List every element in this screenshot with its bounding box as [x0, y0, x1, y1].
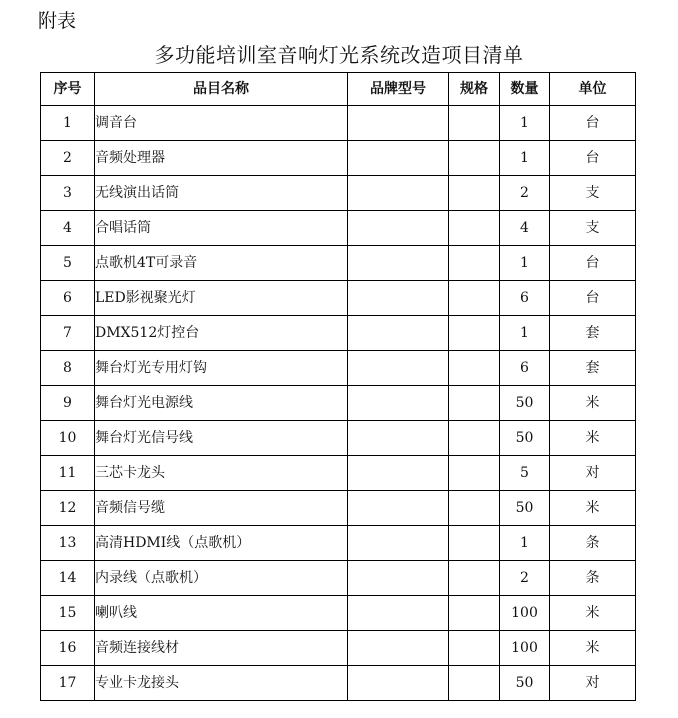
- table-row: [41, 211, 636, 246]
- cell-item-name: 合唱话筒: [95, 211, 348, 246]
- table-row: [41, 456, 636, 491]
- table-row: [41, 351, 636, 386]
- cell-seq: 5: [41, 246, 95, 281]
- table-row: [41, 106, 636, 141]
- cell-seq: 9: [41, 386, 95, 421]
- cell-brand-model: [348, 246, 449, 281]
- cell-unit: 条: [550, 526, 636, 561]
- cell-spec: [449, 491, 500, 526]
- cell-unit: 对: [550, 666, 636, 701]
- cell-quantity: 50: [500, 421, 550, 456]
- cell-seq: 11: [41, 456, 95, 491]
- cell-seq: 17: [41, 666, 95, 701]
- table-row: [41, 561, 636, 596]
- cell-spec: [449, 176, 500, 211]
- cell-brand-model: [348, 281, 449, 316]
- cell-brand-model: [348, 106, 449, 141]
- cell-spec: [449, 281, 500, 316]
- cell-quantity: 5: [500, 456, 550, 491]
- cell-spec: [449, 596, 500, 631]
- cell-unit: 台: [550, 106, 636, 141]
- cell-item-name: 点歌机4T可录音: [95, 246, 348, 281]
- table-row: [41, 421, 636, 456]
- table-row: [41, 491, 636, 526]
- cell-brand-model: [348, 211, 449, 246]
- cell-unit: 米: [550, 596, 636, 631]
- cell-unit: 米: [550, 386, 636, 421]
- cell-unit: 台: [550, 281, 636, 316]
- appendix-label: 附表: [38, 10, 77, 32]
- cell-brand-model: [348, 421, 449, 456]
- cell-spec: [449, 106, 500, 141]
- cell-unit: 对: [550, 456, 636, 491]
- header-unit: 单位: [550, 73, 636, 106]
- cell-item-name: DMX512灯控台: [95, 316, 348, 351]
- cell-unit: 套: [550, 316, 636, 351]
- table-row: [41, 666, 636, 701]
- cell-unit: 台: [550, 141, 636, 176]
- cell-seq: 10: [41, 421, 95, 456]
- cell-item-name: 音频处理器: [95, 141, 348, 176]
- cell-seq: 14: [41, 561, 95, 596]
- cell-quantity: 1: [500, 106, 550, 141]
- header-name: 品目名称: [95, 73, 348, 106]
- cell-quantity: 4: [500, 211, 550, 246]
- cell-quantity: 6: [500, 281, 550, 316]
- table-header-row: [41, 73, 636, 106]
- cell-item-name: 音频连接线材: [95, 631, 348, 666]
- cell-item-name: 调音台: [95, 106, 348, 141]
- cell-unit: 米: [550, 491, 636, 526]
- cell-unit: 条: [550, 561, 636, 596]
- table-row: [41, 596, 636, 631]
- cell-spec: [449, 246, 500, 281]
- cell-unit: 支: [550, 211, 636, 246]
- cell-quantity: 1: [500, 316, 550, 351]
- cell-item-name: 无线演出话筒: [95, 176, 348, 211]
- item-list-table: [40, 72, 636, 701]
- header-quantity: 数量: [500, 73, 550, 106]
- cell-seq: 3: [41, 176, 95, 211]
- cell-spec: [449, 526, 500, 561]
- cell-spec: [449, 351, 500, 386]
- header-seq: 序号: [41, 73, 95, 106]
- cell-quantity: 100: [500, 596, 550, 631]
- cell-seq: 1: [41, 106, 95, 141]
- cell-seq: 8: [41, 351, 95, 386]
- cell-unit: 台: [550, 246, 636, 281]
- cell-item-name: 舞台灯光专用灯钩: [95, 351, 348, 386]
- cell-quantity: 1: [500, 141, 550, 176]
- cell-item-name: 专业卡龙接头: [95, 666, 348, 701]
- cell-spec: [449, 421, 500, 456]
- cell-seq: 16: [41, 631, 95, 666]
- table-row: [41, 246, 636, 281]
- table-row: [41, 176, 636, 211]
- header-spec: 规格: [449, 73, 500, 106]
- cell-seq: 12: [41, 491, 95, 526]
- cell-brand-model: [348, 386, 449, 421]
- table-row: [41, 386, 636, 421]
- cell-spec: [449, 666, 500, 701]
- cell-item-name: 音频信号缆: [95, 491, 348, 526]
- cell-brand-model: [348, 561, 449, 596]
- table-row: [41, 141, 636, 176]
- cell-spec: [449, 561, 500, 596]
- cell-seq: 7: [41, 316, 95, 351]
- cell-quantity: 50: [500, 491, 550, 526]
- cell-quantity: 6: [500, 351, 550, 386]
- cell-brand-model: [348, 526, 449, 561]
- cell-brand-model: [348, 596, 449, 631]
- cell-quantity: 50: [500, 666, 550, 701]
- cell-item-name: LED影视聚光灯: [95, 281, 348, 316]
- cell-brand-model: [348, 491, 449, 526]
- cell-brand-model: [348, 456, 449, 491]
- cell-spec: [449, 386, 500, 421]
- cell-quantity: 50: [500, 386, 550, 421]
- table-row: [41, 631, 636, 666]
- cell-seq: 6: [41, 281, 95, 316]
- cell-quantity: 1: [500, 246, 550, 281]
- table-row: [41, 526, 636, 561]
- cell-quantity: 2: [500, 561, 550, 596]
- cell-seq: 15: [41, 596, 95, 631]
- cell-quantity: 1: [500, 526, 550, 561]
- cell-brand-model: [348, 316, 449, 351]
- header-brand-model: 品牌型号: [348, 73, 449, 106]
- cell-brand-model: [348, 666, 449, 701]
- cell-spec: [449, 456, 500, 491]
- cell-item-name: 舞台灯光信号线: [95, 421, 348, 456]
- cell-item-name: 舞台灯光电源线: [95, 386, 348, 421]
- cell-brand-model: [348, 631, 449, 666]
- cell-item-name: 喇叭线: [95, 596, 348, 631]
- cell-brand-model: [348, 176, 449, 211]
- document-title: 多功能培训室音响灯光系统改造项目清单: [154, 43, 524, 67]
- cell-seq: 2: [41, 141, 95, 176]
- table-row: [41, 281, 636, 316]
- cell-item-name: 高清HDMI线（点歌机）: [95, 526, 348, 561]
- cell-spec: [449, 141, 500, 176]
- cell-unit: 支: [550, 176, 636, 211]
- table-row: [41, 316, 636, 351]
- cell-quantity: 100: [500, 631, 550, 666]
- cell-unit: 米: [550, 421, 636, 456]
- cell-spec: [449, 631, 500, 666]
- cell-spec: [449, 316, 500, 351]
- cell-seq: 13: [41, 526, 95, 561]
- cell-brand-model: [348, 141, 449, 176]
- cell-unit: 套: [550, 351, 636, 386]
- cell-seq: 4: [41, 211, 95, 246]
- cell-brand-model: [348, 351, 449, 386]
- cell-unit: 米: [550, 631, 636, 666]
- cell-quantity: 2: [500, 176, 550, 211]
- cell-item-name: 内录线（点歌机）: [95, 561, 348, 596]
- cell-spec: [449, 211, 500, 246]
- cell-item-name: 三芯卡龙头: [95, 456, 348, 491]
